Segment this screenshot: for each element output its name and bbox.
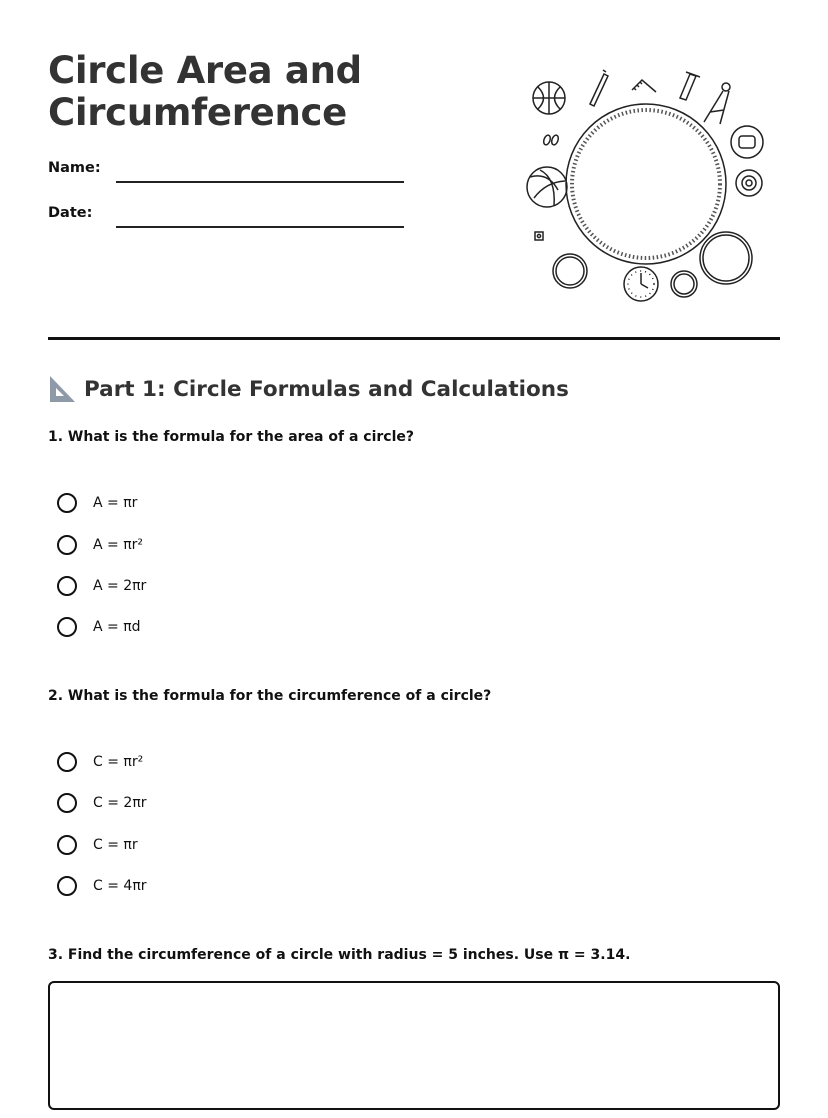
name-field[interactable] <box>116 181 404 183</box>
q1-option-d[interactable] <box>57 614 141 640</box>
q2-option-a[interactable] <box>57 749 143 775</box>
radio-button[interactable] <box>57 535 77 555</box>
option-label: A = πr² <box>93 537 144 553</box>
radio-button[interactable] <box>57 493 77 513</box>
option-label: A = πd <box>93 619 141 635</box>
radio-button[interactable] <box>57 793 77 813</box>
coin-icon <box>736 170 762 196</box>
option-label: A = 2πr <box>93 578 147 594</box>
q1-option-c[interactable] <box>57 573 146 599</box>
ring-large-icon <box>700 232 752 284</box>
q2-option-c[interactable] <box>57 832 138 858</box>
link-icon <box>542 134 559 145</box>
section-divider <box>48 337 780 340</box>
option-label: C = πr <box>93 837 138 853</box>
part1-header <box>48 374 569 404</box>
option-label: A = πr <box>93 495 138 511</box>
radio-button[interactable] <box>57 752 77 772</box>
ring-small-icon <box>671 271 697 297</box>
clock-icon <box>624 267 658 301</box>
q1-option-a[interactable] <box>57 490 137 516</box>
button-icon <box>535 232 543 240</box>
circle-tools-illustration <box>520 60 776 308</box>
option-label: C = 2πr <box>93 795 147 811</box>
set-square-icon <box>48 374 76 404</box>
pencil-icon <box>590 70 608 106</box>
worksheet-title <box>48 50 448 134</box>
volleyball-icon <box>527 167 567 207</box>
name-label: Name: <box>48 160 101 176</box>
radio-button[interactable] <box>57 617 77 637</box>
radio-button[interactable] <box>57 835 77 855</box>
answer-textarea[interactable] <box>48 981 780 1110</box>
option-label: C = 4πr <box>93 878 147 894</box>
q2-option-b[interactable] <box>57 790 147 816</box>
q2-option-d[interactable] <box>57 873 147 899</box>
ring-bottom-left-icon <box>553 254 587 288</box>
question-3: 3. Find the circumference of a circle with radius = 5 inches. Use π = 3.14. <box>48 947 631 963</box>
ruler-icon <box>632 80 656 92</box>
part1-heading: Part 1: Circle Formulas and Calculations <box>84 376 569 402</box>
title-line-2: Circumference <box>48 91 347 134</box>
ring-icon <box>731 126 763 158</box>
date-field[interactable] <box>116 226 404 228</box>
question-1: 1. What is the formula for the area of a circle? <box>48 429 414 445</box>
date-label: Date: <box>48 205 93 221</box>
radio-button[interactable] <box>57 576 77 596</box>
q1-option-b[interactable] <box>57 532 143 558</box>
compass-icon <box>704 83 730 124</box>
basketball-icon <box>533 82 565 114</box>
question-2: 2. What is the formula for the circumference of a circle? <box>48 688 492 704</box>
title-line-1: Circle Area and <box>48 49 362 92</box>
radio-button[interactable] <box>57 876 77 896</box>
test-tube-icon <box>680 72 700 100</box>
option-label: C = πr² <box>93 754 144 770</box>
